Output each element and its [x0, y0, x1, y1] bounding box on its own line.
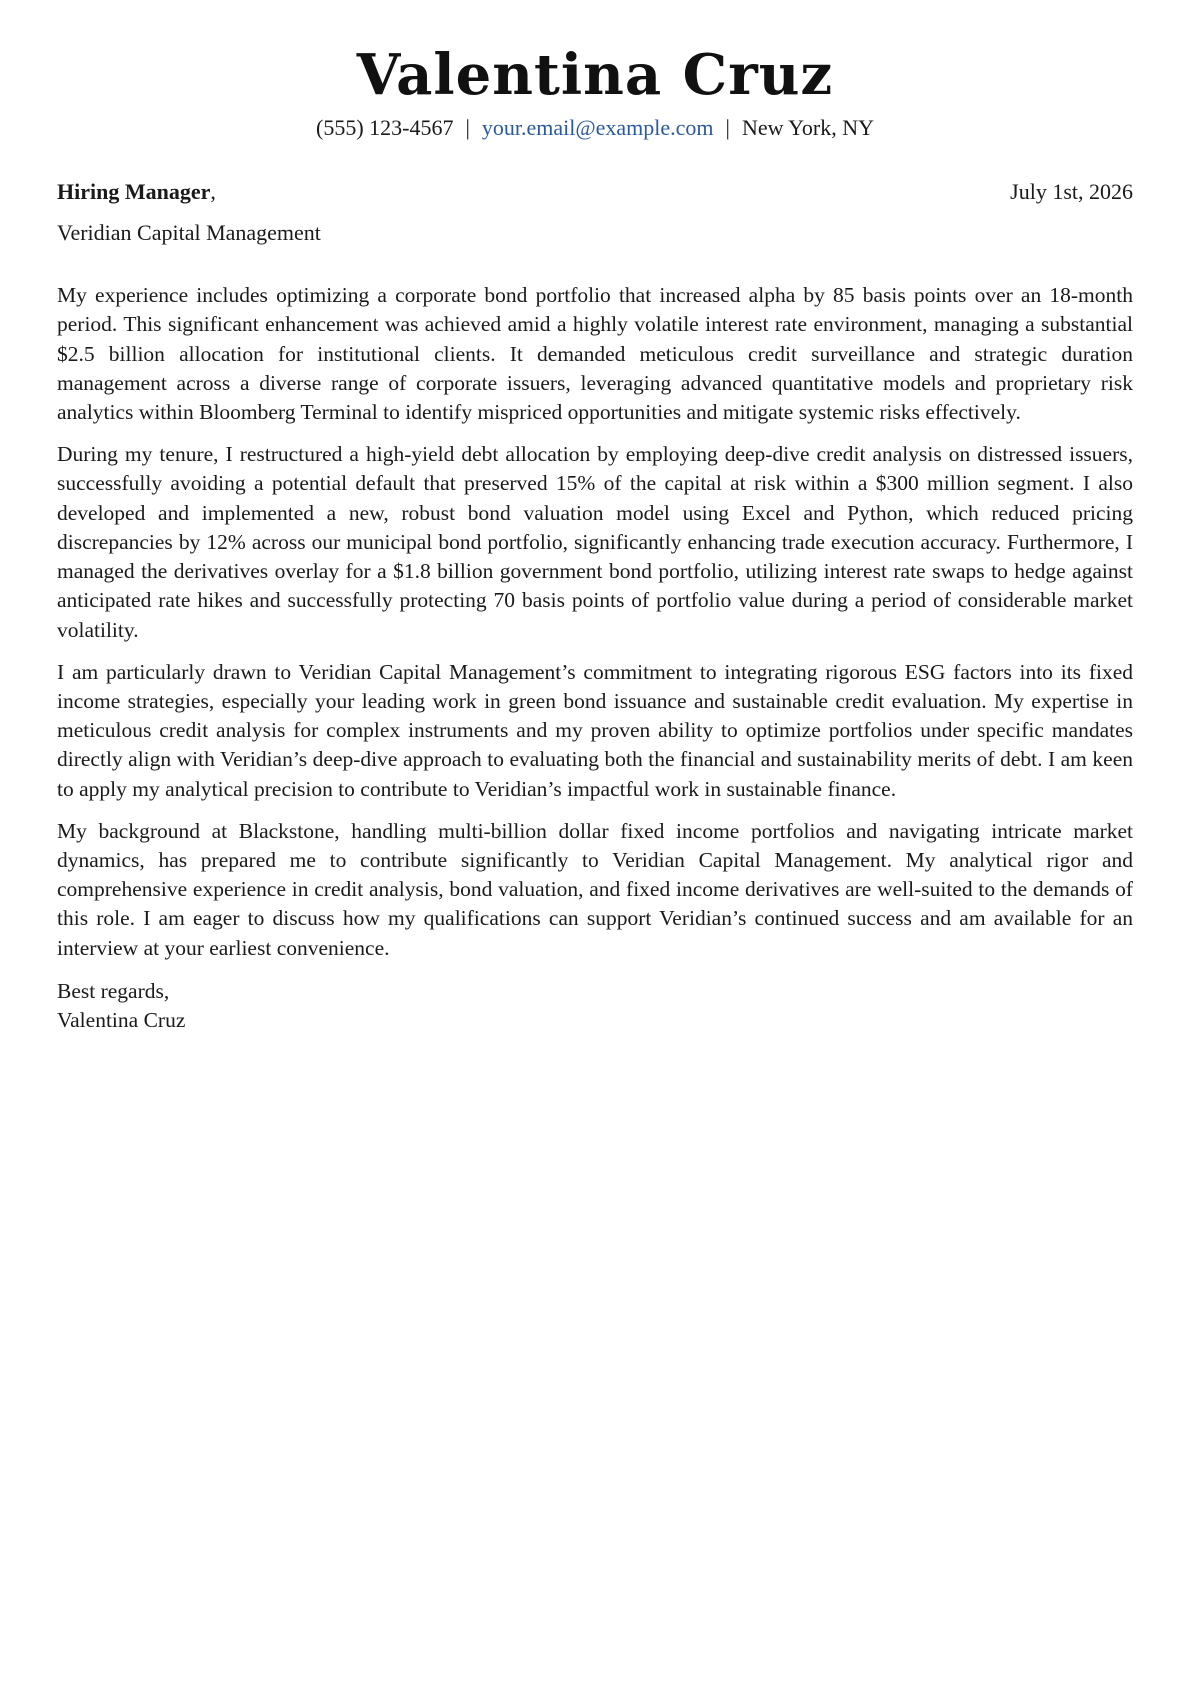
contact-separator: |	[725, 115, 730, 140]
closing-salutation: Best regards,	[57, 979, 170, 1004]
body-paragraph: My background at Blackstone, handling multi-billion dollar fixed income portfolios and navigating intricate market dynamics, has prepared me to contribute significantly to Veridian Capital Management. My analytical rigor and comprehensive experience in credit analysis, bond valuation, and fixed income derivatives are well-suited to the demands of this role. I am eager to discuss how my qualifications can support Veridian’s continued success and am available for an interview at your earliest convenience.	[57, 818, 1133, 960]
contact-line	[57, 114, 1133, 142]
letter-closing	[57, 977, 1133, 1035]
recipient-greeting	[57, 178, 216, 206]
recipient-name: Hiring Manager	[57, 179, 211, 204]
recipient-comma: ,	[210, 179, 216, 204]
letter-date: July 1st, 2026	[1010, 179, 1133, 204]
body-paragraph: My experience includes optimizing a corporate bond portfolio that increased alpha by 85 basis points over an 18-month period. This significant enhancement was achieved amid a highly volatile interest rate environment, managing a substantial $2.5 billion allocation for institutional clients. It demanded meticulous credit surveillance and strategic duration management across a diverse range of corporate issuers, leveraging advanced quantitative models and proprietary risk analytics within Bloomberg Terminal to identify mispriced opportunities and mitigate systemic risks effectively.	[57, 283, 1133, 425]
contact-separator: |	[465, 115, 470, 140]
phone-number: (555) 123-4567	[316, 115, 454, 140]
recipient-company: Veridian Capital Management	[57, 220, 321, 245]
email-link[interactable]: your.email@example.com	[481, 115, 714, 140]
closing-signature: Valentina Cruz	[57, 1008, 186, 1033]
location: New York, NY	[741, 115, 874, 140]
applicant-name: Valentina Cruz	[356, 42, 834, 108]
body-paragraph: During my tenure, I restructured a high-yield debt allocation by employing deep-dive credit analysis on distressed issuers, successfully avoiding a potential default that preserved 15% of the capital at risk within a $300 million segment. I also developed and implemented a new, robust bond valuation model using Excel and Python, which reduced pricing discrepancies by 12% across our municipal bond portfolio, significantly enhancing trade execution accuracy. Furthermore, I managed the derivatives overlay for a $1.8 billion government bond portfolio, utilizing interest rate swaps to hedge against anticipated rate hikes and successfully protecting 70 basis points of portfolio value during a period of considerable market volatility.	[57, 441, 1133, 642]
letter-body	[57, 281, 1133, 1035]
body-paragraph: I am particularly drawn to Veridian Capital Management’s commitment to integrating rigorous ESG factors into its fixed income strategies, especially your leading work in green bond issuance and sustainable credit evaluation. My expertise in meticulous credit analysis for complex instruments and my proven ability to optimize portfolios under specific mandates directly align with Veridian’s deep-dive approach to evaluating both the financial and sustainability merits of debt. I am keen to apply my analytical precision to contribute to Veridian’s impactful work in sustainable finance.	[57, 659, 1133, 801]
